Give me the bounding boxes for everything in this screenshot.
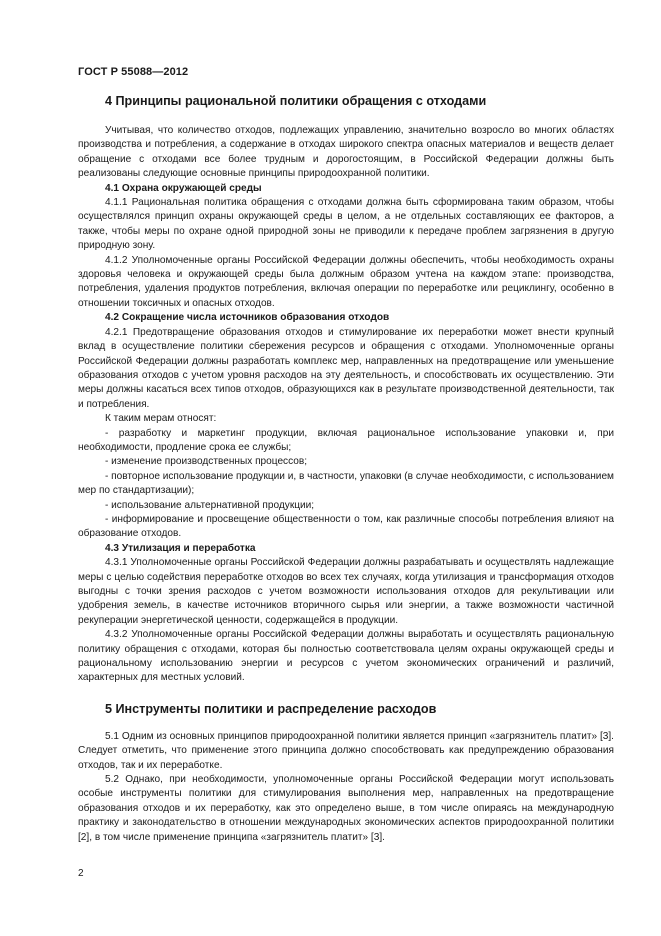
list-item: - повторное использование продукции и, в частности, упаковки (в случае необходимости, с использованием мер по стандартизации); bbox=[78, 470, 614, 497]
paragraph-4-2-1: 4.2.1 Предотвращение образования отходов и стимулирование их переработки может внести крупный вклад в осуществление политики сбережения ресурсов и обращения с отходами. Уполномоченные органы Российской Федерации должны разработать комплекс мер, направленных на предотвращение или уменьшение образования отходов с учетом уровня расходов на эту деятельность, и способствовать их осуществлению. Эти меры должны касаться всех типов отходов, образующихся как в результате производственной деятельности, так и потребления. bbox=[78, 326, 614, 410]
section-5-title: 5 Инструменты политики и распределение расходов bbox=[105, 701, 437, 716]
page-number: 2 bbox=[78, 868, 84, 879]
list-item: - изменение производственных процессов; bbox=[105, 456, 308, 468]
paragraph-4-3-1: 4.3.1 Уполномоченные органы Российской Федерации должны разрабатывать и осуществлять надлежащие меры с целью содействия переработке отходов во всех тех случаях, когда утилизация и трансформация отходов выгодны с точки зрения расходов с учетом возможности использования отходов для рекультивации или удобрения земель, в качестве источников вторичного сырья или энергии, а также возможности частичной рекуперации энергетической ценности, содержащейся в продукции. bbox=[78, 557, 614, 626]
list-item: - информирование и просвещение общественности о том, как различные способы потребления влияют на образование отходов. bbox=[78, 513, 614, 540]
document-header: ГОСТ Р 55088—2012 bbox=[78, 66, 189, 78]
list-item: - использование альтернативной продукции; bbox=[105, 499, 315, 511]
paragraph-4-3-2: 4.3.2 Уполномоченные органы Российской Федерации должны выработать и осуществлять рациональную политику обращения с отходами, которая бы полностью соответствовала целям охраны окружающей среды и рациональному использованию энергии и ресурсов с учетом экономических ограничений и различий, характерных для местных условий. bbox=[78, 629, 614, 684]
section-4-title: 4 Принципы рациональной политики обращения с отходами bbox=[105, 94, 487, 108]
subsection-4-3-title: 4.3 Утилизация и переработка bbox=[105, 542, 256, 554]
paragraph-4-1-2: 4.1.2 Уполномоченные органы Российской Федерации должны обеспечить, чтобы необходимость охраны здоровья человека и окружающей среды была должным образом учтена на каждом этапе: производства, потребления, удаления продуктов потребления, включая операции по переработке или рециклингу, особенно в отношении токсичных и опасных отходов. bbox=[78, 254, 614, 309]
measures-lead: К таким мерам относят: bbox=[105, 413, 217, 425]
section-4-intro: Учитывая, что количество отходов, подлежащих управлению, значительно возросло во многих областях производства и потребления, а содержание в отходах широкого спектра опасных материалов и веществ делает обращение с отходами все более трудным и дорогостоящим, в Российской Федерации должны быть реализованы следующие основные принципы природоохранной политики. bbox=[78, 125, 614, 180]
subsection-4-1-title: 4.1 Охрана окружающей среды bbox=[105, 182, 262, 194]
paragraph-4-1-1: 4.1.1 Рациональная политика обращения с отходами должна быть сформирована таким образом, чтобы осуществлялся принцип охраны окружающей среды в целом, а не отдельных составляющих ее факторов, а также, чтобы меры по охране одной природной зоны не приводили к передаче проблем загрязнения в другую природную зону. bbox=[78, 197, 614, 252]
list-item: - разработку и маркетинг продукции, включая рациональное использование упаковки и, при необходимости, продление срока ее службы; bbox=[78, 427, 614, 453]
paragraph-5-1: 5.1 Одним из основных принципов природоохранной политики является принцип «загрязнитель платит» [3]. Следует отметить, что применение этого принципа должно способствовать как предупреждению образования отходов, так и их переработке. bbox=[78, 730, 614, 771]
subsection-4-2-title: 4.2 Сокращение числа источников образования отходов bbox=[105, 312, 390, 324]
document-body bbox=[78, 92, 614, 845]
paragraph-5-2: 5.2 Однако, при необходимости, уполномоченные органы Российской Федерации могут использовать особые инструменты политики для стимулирования выполнения мер, направленных на предотвращение образования отходов и их переработку, как это определено выше, в том числе опираясь на международную практику и законодательство в отношении международных экономических аспектов природоохранной политики [2], в том числе применение принципа «загрязнитель платит» [3]. bbox=[78, 774, 614, 843]
